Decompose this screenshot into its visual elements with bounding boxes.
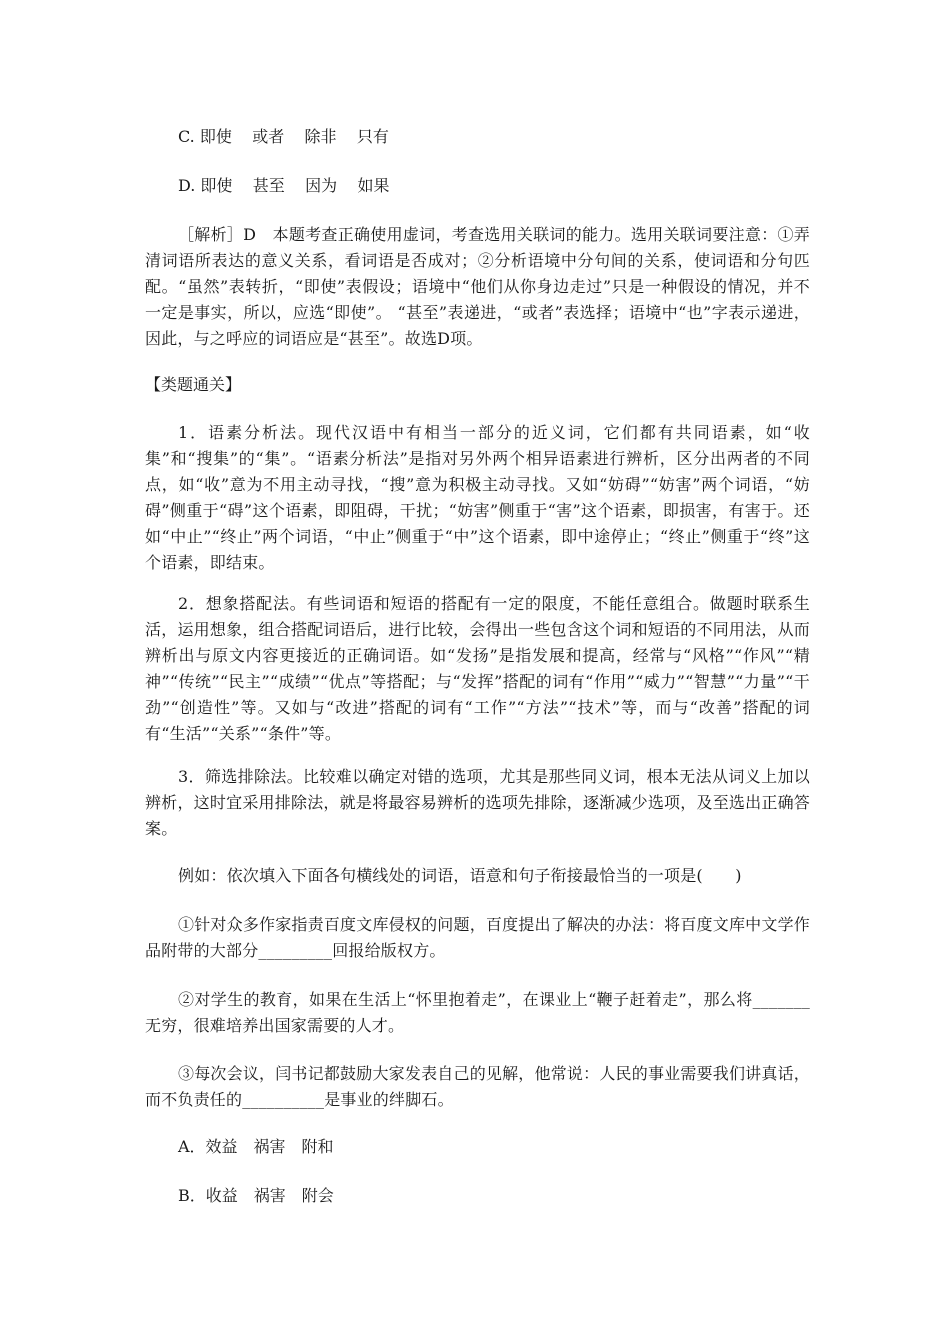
example-prompt: 例如：依次填入下面各句横线处的词语，语意和句子衔接最恰当的一项是( )	[178, 866, 742, 885]
option-b: B．收益 祸害 附会	[178, 1186, 334, 1205]
option-a: A．效益 祸害 附和	[178, 1137, 334, 1156]
example-sentence-3: ③每次会议，闫书记都鼓励大家发表自己的见解，他常说：人民的事业需要我们讲真话，而不负责任的__________是事业的绊脚石。	[145, 1064, 810, 1109]
method-1: 1．语素分析法。现代汉语中有相当一部分的近义词，它们都有共同语素，如“收集”和“搜集”的“集”。“语素分析法”是指对另外两个相异语素进行辨析，区分出两者的不同点，如“收”意为不用主动寻找，“搜”意为积极主动寻找。又如“妨碍”“妨害”两个词语，“妨碍”侧重于“碍”这个语素，即阻碍，干扰；“妨害”侧重于“害”这个语素，即损害，有害于。还如“中止”“终止”两个词语，“中止”侧重于“中”这个语素，即中途停止；“终止”侧重于“终”这个语素，即结束。	[145, 423, 810, 572]
example-sentence-2: ②对学生的教育，如果在生活上“怀里抱着走”，在课业上“鞭子赶着走”，那么将_______ 无穷，很难培养出国家需要的人才。	[145, 990, 810, 1035]
analysis-paragraph: ［解析］D 本题考查正确使用虚词，考查选用关联词的能力。选用关联词要注意：①弄清词语所表达的意义关系，看词语是否成对；②分析语境中分句间的关系，使词语和分句匹配。“虽然”表转折，“即使”表假设；语境中“他们从你身边走过”只是一种假设的情况，并不一定是事实，所以，应选“即使”。 “甚至”表递进，“或者”表选择；语境中“也”字表示递进，因此，与之呼应的词语应是“甚至”。故选D项。	[145, 225, 810, 348]
option-d: D. 即使 甚至 因为 如果	[178, 176, 390, 195]
method-2: 2．想象搭配法。有些词语和短语的搭配有一定的限度，不能任意组合。做题时联系生活，运用想象，组合搭配词语后，进行比较，会得出一些包含这个词和短语的不同用法，从而辨析出与原文内容更接近的正确词语。如“发扬”是指发展和提高，经常与“风格”“作风”“精神”“传统”“民主”“成绩”“优点”等搭配；与“发挥”搭配的词有“作用”“威力”“智慧”“力量”“干劲”“创造性”等。又如与“改进”搭配的词有“工作”“方法”“技术”等，而与“改善”搭配的词有“生活”“关系”“条件”等。	[145, 594, 810, 743]
example-sentence-1: ①针对众多作家指责百度文库侵权的问题，百度提出了解决的办法：将百度文库中文学作品附带的大部分_________回报给版权方。	[145, 915, 810, 960]
section-title: 【类题通关】	[145, 375, 242, 394]
method-3: 3．筛选排除法。比较难以确定对错的选项，尤其是那些同义词，根本无法从词义上加以辨析，这时宜采用排除法，就是将最容易辨析的选项先排除，逐渐减少选项，及至选出正确答案。	[145, 767, 810, 838]
option-c: C. 即使 或者 除非 只有	[178, 127, 389, 146]
